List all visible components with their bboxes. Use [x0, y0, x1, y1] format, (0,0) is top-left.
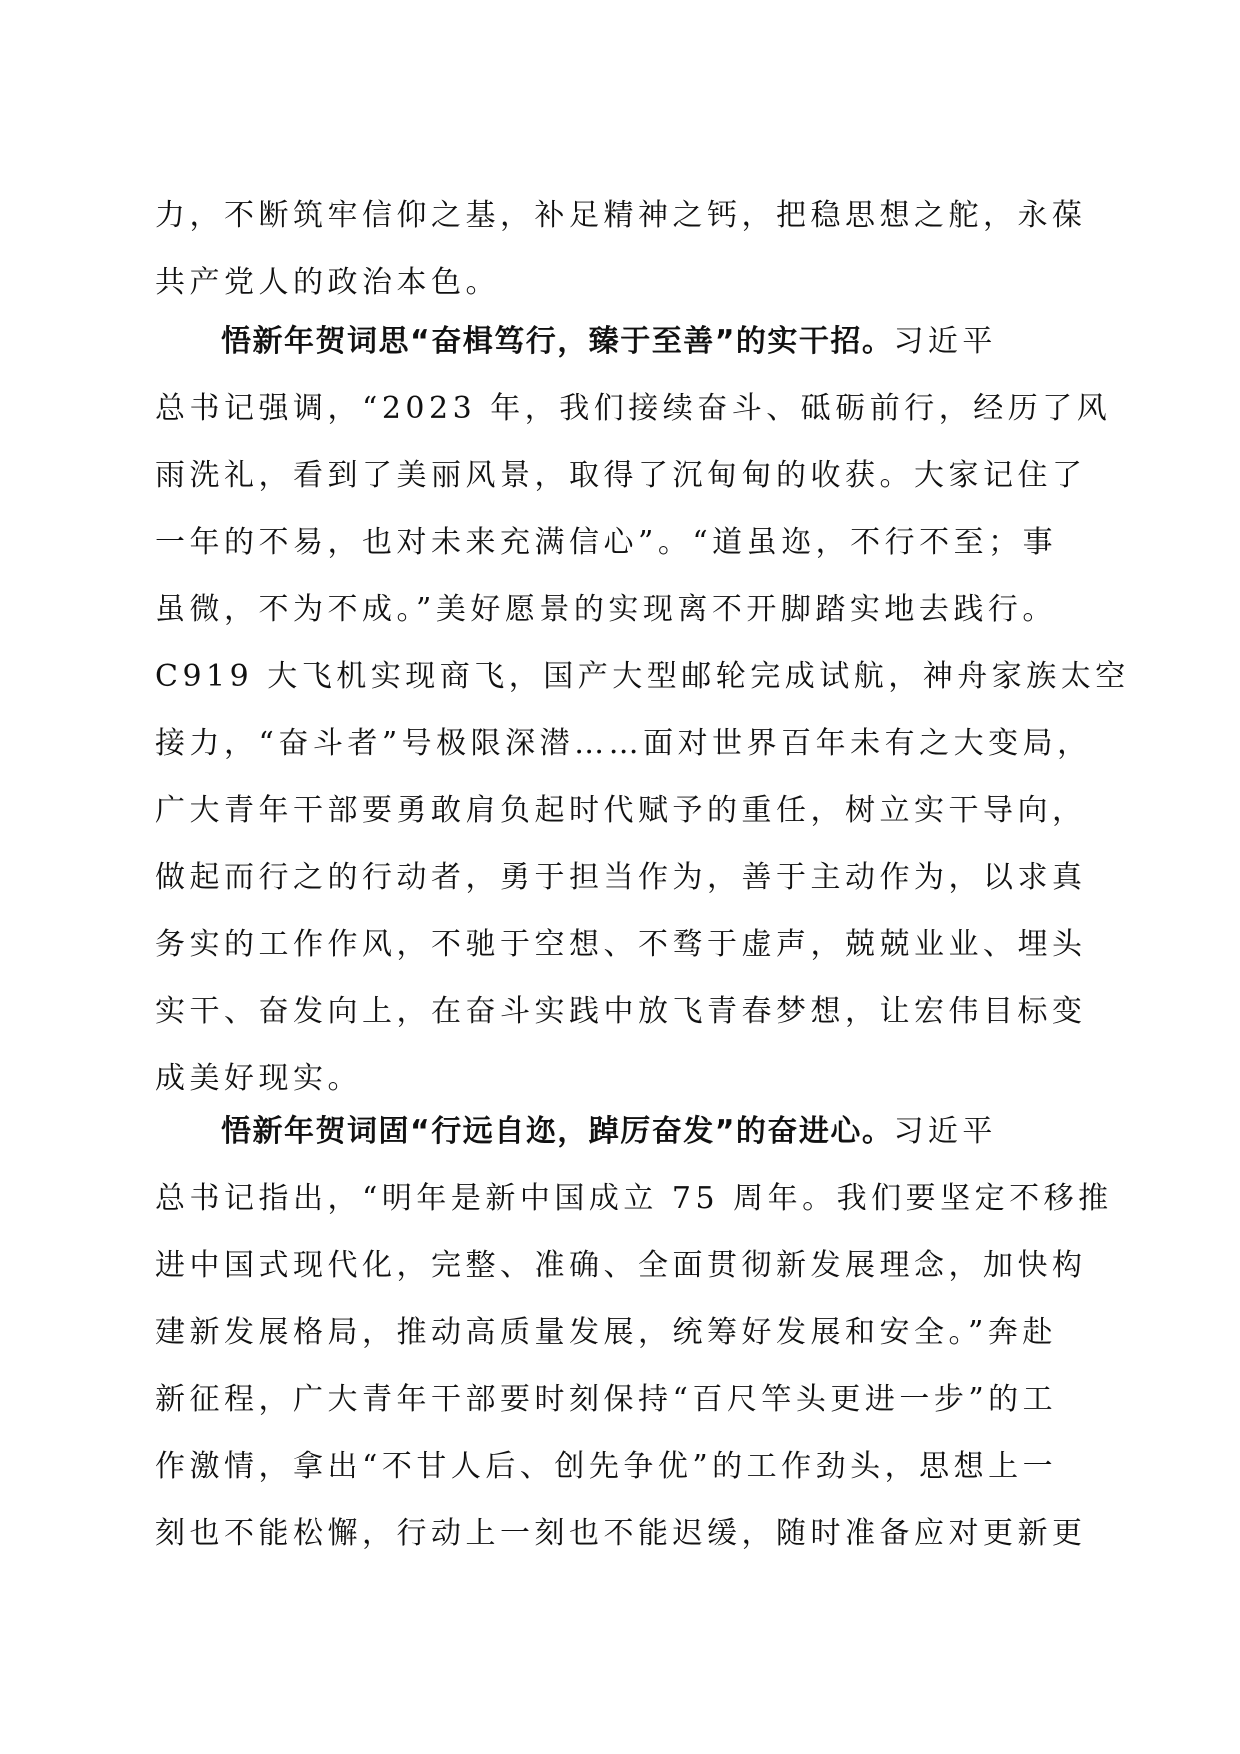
text-line: 进中国式现代化，完整、准确、全面贯彻新发展理念，加快构 — [155, 1248, 1087, 1283]
text-line: 实干、奋发向上，在奋斗实践中放飞青春梦想，让宏伟目标变 — [155, 994, 1087, 1029]
text-line: 作激情，拿出“不甘人后、创先争优”的工作劲头，思想上一 — [155, 1449, 1058, 1484]
text-line: 虽微，不为不成。”美好愿景的实现离不开脚踏实地去践行。 — [155, 592, 1057, 627]
section-heading: 悟新年贺词固“行远自迩，踔厉奋发”的奋进心。 — [221, 1114, 894, 1149]
text-line: 雨洗礼，看到了美丽风景，取得了沉甸甸的收获。大家记住了 — [155, 458, 1087, 493]
text-line: 总书记强调，“2023 年，我们接续奋斗、砥砺前行，经历了风 — [155, 391, 1112, 426]
text-line: 做起而行之的行动者，勇于担当作为，善于主动作为，以求真 — [155, 860, 1087, 895]
paragraph-practical-action — [155, 308, 1130, 1112]
text-line: 共产党人的政治本色。 — [155, 265, 500, 300]
text-line: 务实的工作作风，不驰于空想、不骛于虚声，兢兢业业、埋头 — [155, 927, 1087, 962]
text-line: 接力，“奋斗者”号极限深潜……面对世界百年未有之大变局， — [155, 726, 1092, 761]
paragraph-continuation — [155, 182, 1085, 316]
text-line: 总书记指出，“明年是新中国成立 75 周年。我们要坚定不移推 — [155, 1181, 1113, 1216]
text-line: 成美好现实。 — [155, 1061, 362, 1096]
text-line: 力，不断筑牢信仰之基，补足精神之钙，把稳思想之舵，永葆 — [155, 198, 1087, 233]
section-heading: 悟新年贺词思“奋楫笃行，臻于至善”的实干招。 — [221, 324, 894, 359]
text-run: 习近平 — [893, 1114, 997, 1149]
text-line: 一年的不易，也对未来充满信心”。“道虽迩，不行不至；事 — [155, 525, 1058, 560]
text-line: 新征程，广大青年干部要时刻保持“百尺竿头更进一步”的工 — [155, 1382, 1058, 1417]
paragraph-first-line — [155, 1098, 1085, 1165]
text-line: 刻也不能松懈，行动上一刻也不能迟缓，随时准备应对更新更 — [155, 1516, 1087, 1551]
text-line: 广大青年干部要勇敢肩负起时代赋予的重任，树立实干导向， — [155, 793, 1087, 828]
paragraph-first-line — [155, 308, 1085, 375]
text-run: 习近平 — [893, 324, 997, 359]
paragraph-forward-spirit — [155, 1098, 1113, 1567]
text-line: C919 大飞机实现商飞，国产大型邮轮完成试航，神舟家族太空 — [155, 659, 1130, 694]
text-line: 建新发展格局，推动高质量发展，统筹好发展和安全。”奔赴 — [155, 1315, 1057, 1350]
